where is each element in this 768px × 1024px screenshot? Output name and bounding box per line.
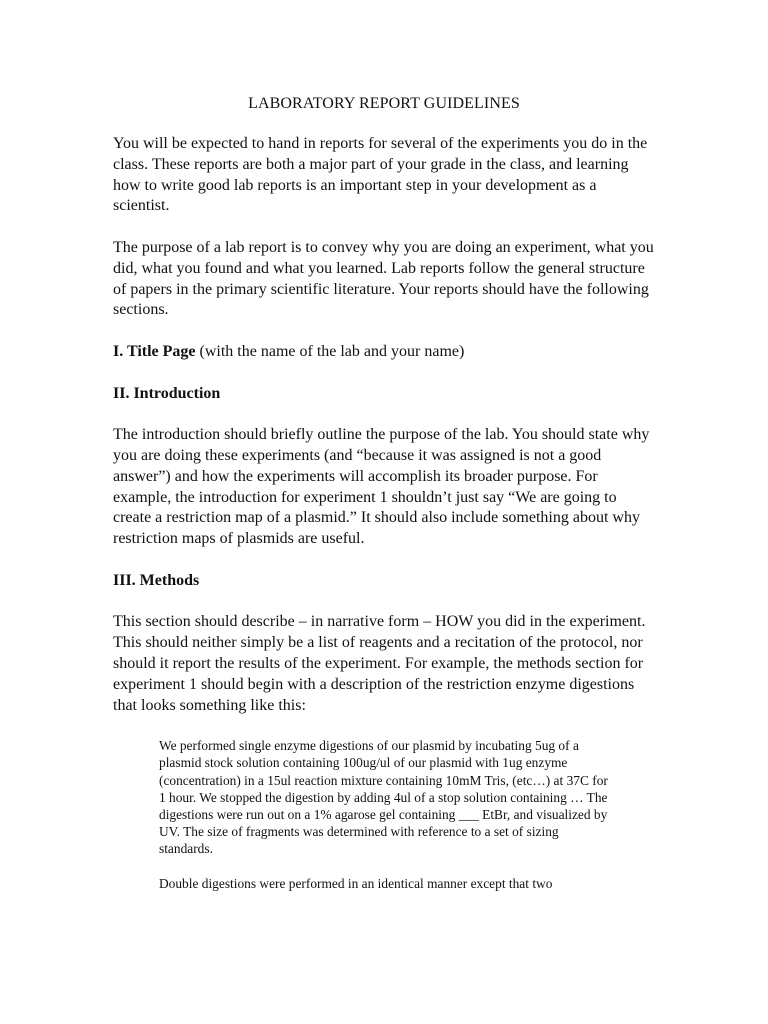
introduction-body: The introduction should briefly outline the purpose of the lab. You should state why you are doing these experiments (and “because it was assigned is not a good answer”) and how the experiments will accomplish its broader purpose. For example, the introduction for experiment 1 shouldn’t just say “We are going to create a restriction map of a plasmid.” It should also include something about why restriction maps of plasmids are useful.	[113, 426, 650, 548]
methods-heading: III. Methods	[113, 571, 200, 589]
document-body	[113, 93, 655, 892]
title-page-note: (with the name of the lab and your name)	[195, 342, 465, 360]
title-page-heading: I. Title Page	[113, 342, 196, 360]
methods-example-paragraph-continued: Double digestions were performed in an identical manner except that two	[159, 875, 553, 891]
document-title: LABORATORY REPORT GUIDELINES	[248, 95, 520, 112]
methods-example-paragraph: We performed single enzyme digestions of our plasmid by incubating 5ug of a plasmid stock solution containing 100ug/ul of our plasmid with 1ug enzyme (concentration) in a 15ul reaction mixture containing 10mM Tris, (etc…) at 37C for 1 hour. We stopped the digestion by adding 4ul of a stop solution containing … The digestions were run out on a 1% agarose gel containing ___ EtBr, and visualized by UV. The size of fragments was determined with reference to a set of sizing standards.	[159, 738, 608, 857]
methods-body: This section should describe – in narrative form – HOW you did in the experiment. This should neither simply be a list of reagents and a recitation of the protocol, nor should it report the results of the experiment. For example, the methods section for experiment 1 should begin with a description of the restriction enzyme digestions that looks something like this:	[113, 613, 646, 714]
introduction-heading: II. Introduction	[113, 384, 221, 402]
title-page-section	[113, 342, 655, 363]
intro-paragraph: You will be expected to hand in reports for several of the experiments you do in the class. These reports are both a major part of your grade in the class, and learning how to write good lab reports is an important step in your development as a scientist.	[113, 135, 648, 215]
purpose-paragraph: The purpose of a lab report is to convey why you are doing an experiment, what you did, what you found and what you learned. Lab reports follow the general structure of papers in the primary scientific literature. Your reports should have the following sections.	[113, 238, 654, 319]
